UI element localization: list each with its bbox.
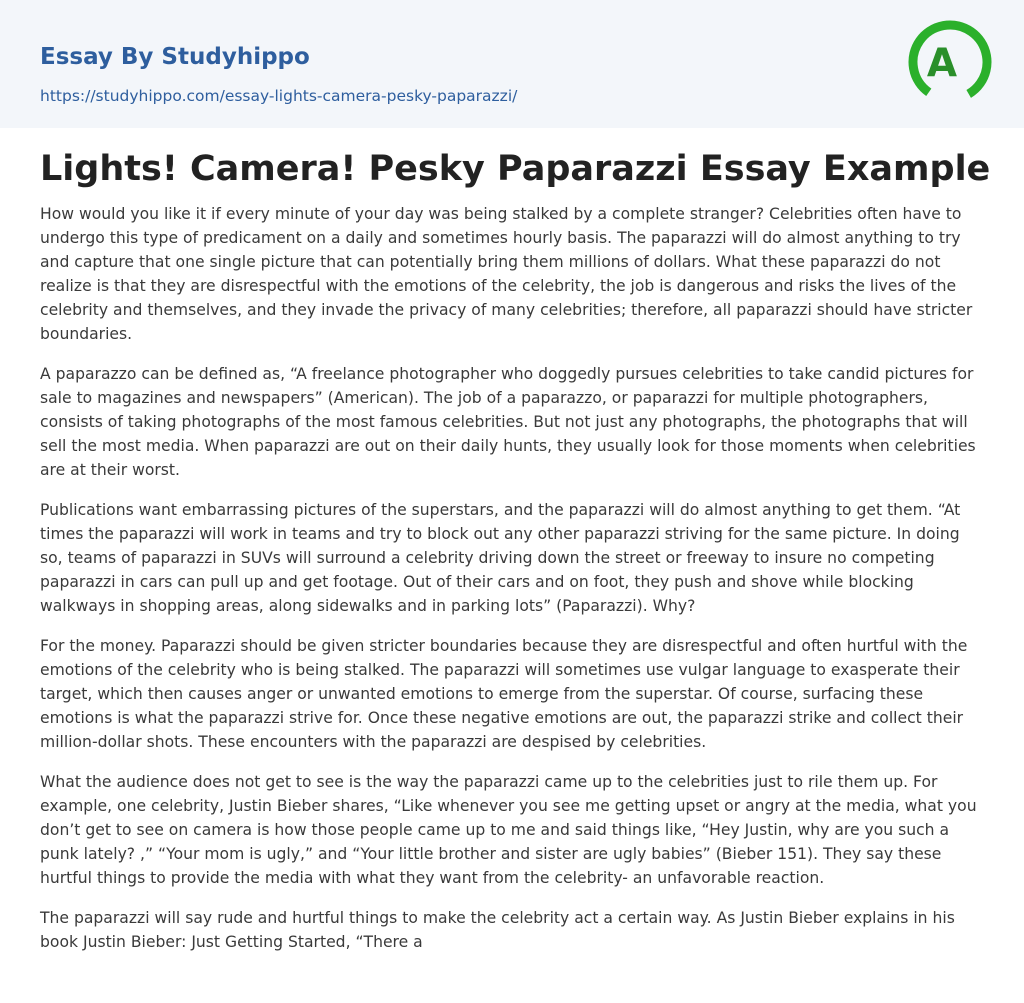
site-header (0, 0, 1024, 128)
logo-letter: A (926, 41, 958, 86)
circle-a-logo-icon[interactable] (908, 18, 992, 106)
essay-paragraph-3: Publications want embarrassing pictures of the superstars, and the paparazzi will do almost anything to get them. “At times the paparazzi will work in teams and try to block out any other paparazzi striving for the same picture. In doing so, teams of paparazzi in SUVs will surround a celebrity driving down the street or freeway to insure no competing paparazzi in cars can pull up and get footage. Out of their cars and on foot, they push and shove while blocking walkways in shopping areas, along sidewalks and in parking lots” (Paparazzi). Why? (40, 501, 961, 615)
essay-paragraph-2: A paparazzo can be defined as, “A freelance photographer who doggedly pursues celebrities to take candid pictures for sale to magazines and newspapers” (American). The job of a paparazzo, or paparazzi for multiple photographers, consists of taking photographs of the most famous celebrities. But not just any photographs, the photographs that will sell the most media. When paparazzi are out on their daily hunts, they usually look for those moments when celebrities are at their worst. (40, 365, 976, 479)
page-title: Lights! Camera! Pesky Paparazzi Essay Example (40, 149, 991, 189)
essay-paragraph-4: For the money. Paparazzi should be given stricter boundaries because they are disrespectful and often hurtful with the emotions of the celebrity who is being stalked. The paparazzi will sometimes use vulgar language to exasperate their target, which then causes anger or unwanted emotions to emerge from the superstar. Of course, surfacing these emotions is what the paparazzi strive for. Once these negative emotions are out, the paparazzi strike and collect their million-dollar shots. These encounters with the paparazzi are despised by celebrities. (40, 637, 968, 751)
site-title[interactable]: Essay By Studyhippo (40, 44, 310, 70)
article-content (0, 146, 1024, 954)
essay-paragraph-5: What the audience does not get to see is the way the paparazzi came up to the celebrities just to rile them up. For example, one celebrity, Justin Bieber shares, “Like whenever you see me getting upset or angry at the media, what you don’t get to see on camera is how those people came up to me and said things like, “Hey Justin, why are you such a punk lately? ,” “Your mom is ugly,” and “Your little brother and sister are ugly babies” (Bieber 151). They say these hurtful things to provide the media with what they want from the celebrity- an unfavorable reaction. (40, 773, 977, 887)
essay-paragraph-1: How would you like it if every minute of your day was being stalked by a complete stranger? Celebrities often have to undergo this type of predicament on a daily and sometimes hourly basis. The paparazzi will do almost anything to try and capture that one single picture that can potentially bring them millions of dollars. What these paparazzi do not realize is that they are disrespectful with the emotions of the celebrity, the job is dangerous and risks the lives of the celebrity and themselves, and they invade the privacy of many celebrities; therefore, all paparazzi should have stricter boundaries. (40, 205, 973, 343)
essay-paragraph-6: The paparazzi will say rude and hurtful things to make the celebrity act a certain way. As Justin Bieber explains in his book Justin Bieber: Just Getting Started, “There a (40, 909, 955, 951)
page-url-link[interactable]: https://studyhippo.com/essay-lights-camera-pesky-paparazzi/ (40, 87, 518, 105)
